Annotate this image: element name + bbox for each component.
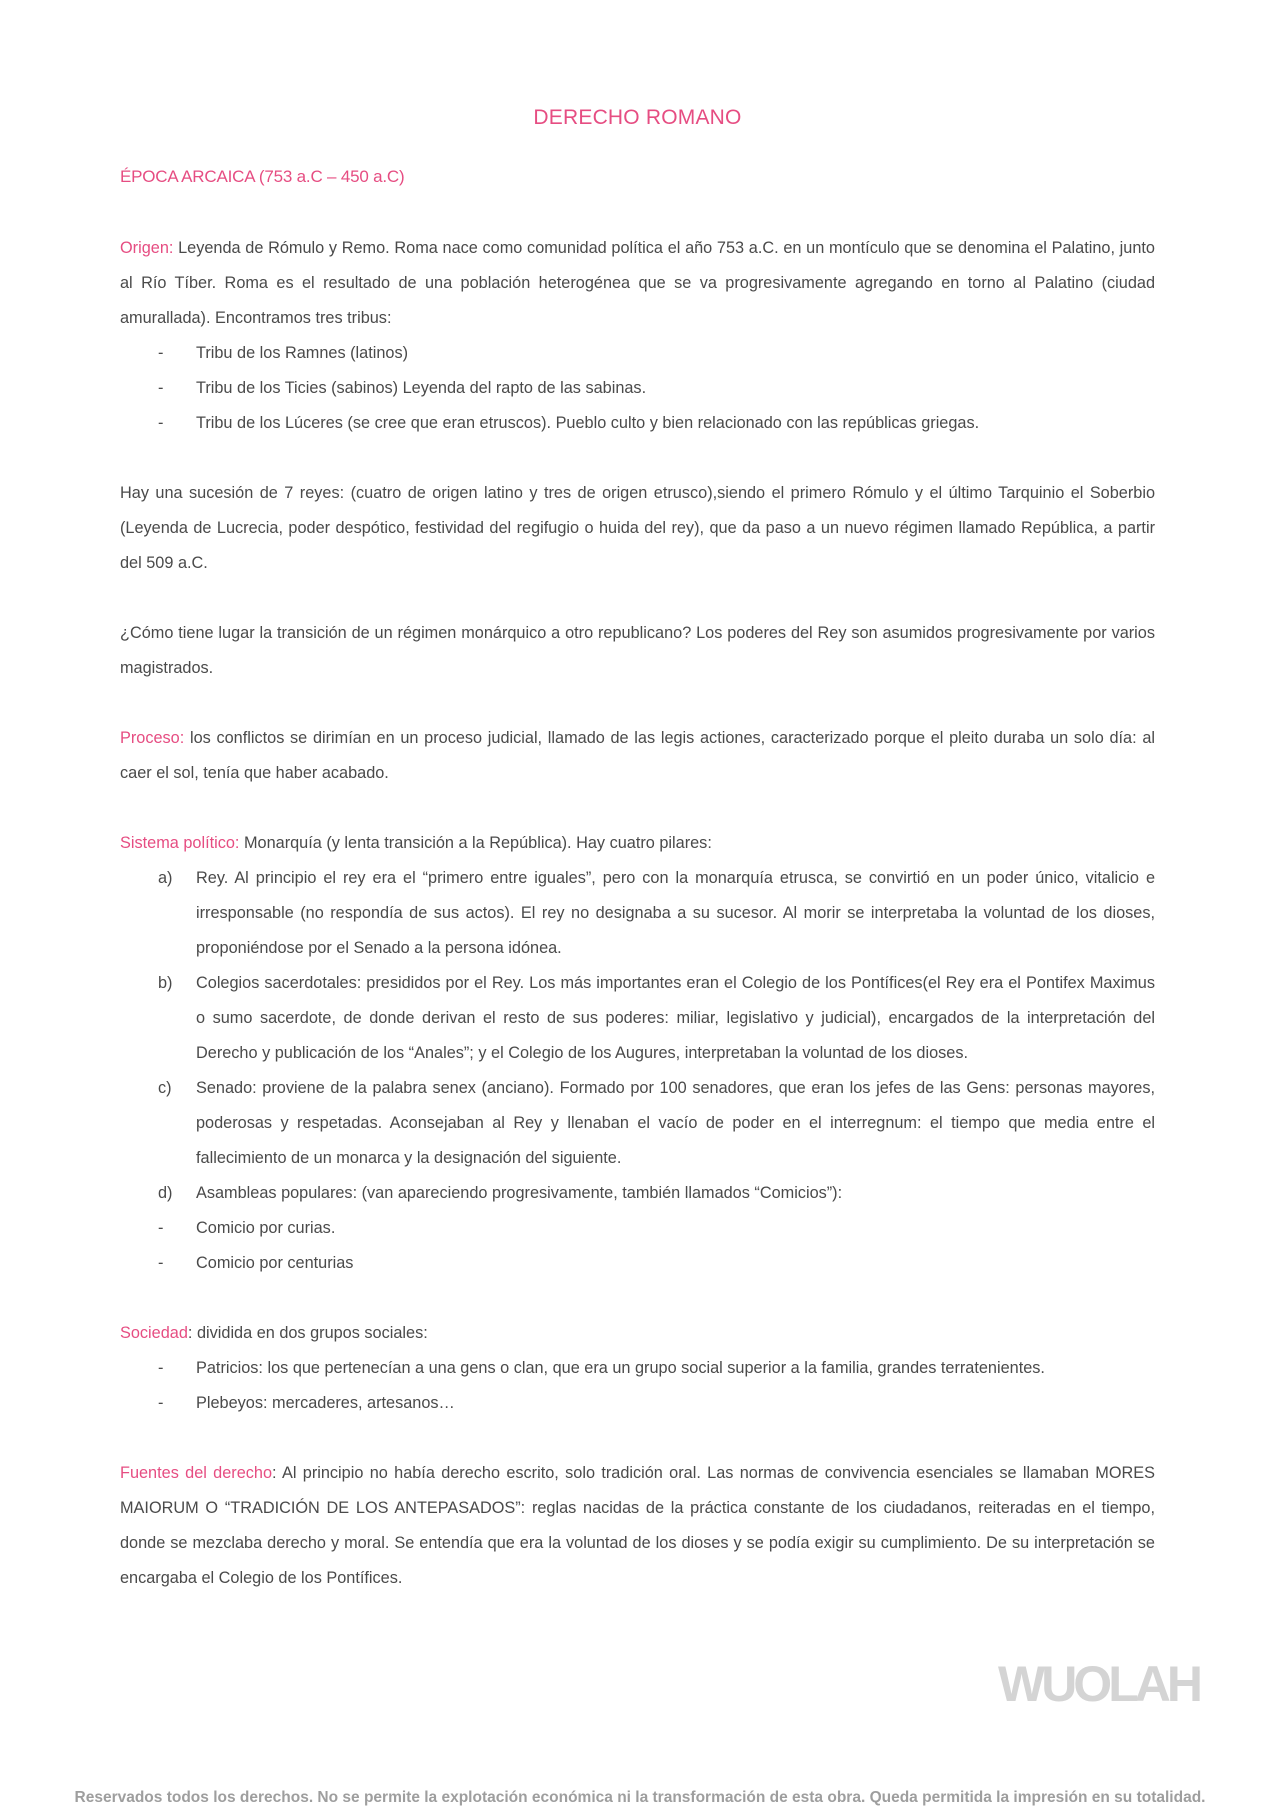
copyright-footer: Reservados todos los derechos. No se permite la explotación económica ni la transformación de esta obra. Queda permitida la impresión en su totalidad. — [74, 1789, 1206, 1806]
document-body — [120, 231, 1155, 1596]
sociedad-paragraph — [120, 1316, 1155, 1351]
list-item-text: Tribu de los Lúceres (se cree que eran etruscos). Pueblo culto y bien relacionado con las repúblicas griegas. — [196, 414, 980, 432]
list-item-text: Senado: proviene de la palabra senex (anciano). Formado por 100 senadores, que eran los jefes de las Gens: personas mayores, poderosas y respetadas. Aconsejaban al Rey y llenaban el vacío de poder en el interregnum: el tiempo que media entre el fallecimiento de un monarca y la designación del siguiente. — [196, 1079, 1155, 1167]
fuentes-label: Fuentes del derecho — [120, 1464, 273, 1482]
proceso-paragraph — [120, 721, 1155, 791]
list-item — [120, 1351, 1155, 1386]
sistema-paragraph — [120, 826, 1155, 861]
list-marker: d) — [158, 1184, 173, 1202]
proceso-text: los conflictos se dirimían en un proceso judicial, llamado de las legis actiones, caracterizado porque el pleito duraba un solo día: al caer el sol, tenía que haber acabado. — [120, 729, 1155, 782]
list-item-text: Patricios: los que pertenecían a una gens o clan, que era un grupo social superior a la familia, grandes terratenientes. — [196, 1359, 1045, 1377]
pillars-list — [120, 861, 1155, 1281]
fuentes-text: : Al principio no había derecho escrito, solo tradición oral. Las normas de convivencia esenciales se llamaban MORES MAIORUM O “TRADICIÓN DE LOS ANTEPASADOS”: reglas nacidas de la práctica constante de los ciudadanos, reiteradas en el tiempo, donde se mezclaba derecho y moral. Se entendía que era la voluntad de los dioses y se podía exigir su cumplimiento. De su interpretación se encargaba el Colegio de los Pontífices. — [120, 1464, 1155, 1587]
list-item — [120, 861, 1155, 966]
list-item — [120, 1176, 1155, 1211]
list-item-text: Tribu de los Ramnes (latinos) — [196, 344, 409, 362]
list-marker: - — [158, 1359, 164, 1377]
fuentes-paragraph — [120, 1456, 1155, 1596]
list-marker: - — [158, 1394, 164, 1412]
origen-label: Origen: — [120, 239, 174, 257]
list-item-text: Plebeyos: mercaderes, artesanos… — [196, 1394, 455, 1412]
list-marker: b) — [158, 974, 173, 992]
groups-list — [120, 1351, 1155, 1421]
list-item — [120, 966, 1155, 1071]
list-item — [120, 406, 1155, 441]
list-marker: - — [158, 344, 164, 362]
list-marker: a) — [158, 869, 173, 887]
document-title: DERECHO ROMANO — [533, 106, 742, 129]
list-item-text: Asambleas populares: (van apareciendo progresivamente, también llamados “Comicios”): — [196, 1184, 843, 1202]
proceso-label: Proceso: — [120, 729, 185, 747]
list-item — [120, 1246, 1155, 1281]
reyes-paragraph: Hay una sucesión de 7 reyes: (cuatro de origen latino y tres de origen etrusco),siendo el primero Rómulo y el último Tarquinio el Soberbio (Leyenda de Lucrecia, poder despótico, festividad del regifugio o huida del rey), que da paso a un nuevo régimen llamado República, a partir del 509 a.C. — [120, 484, 1155, 572]
list-item-text: Comicio por centurias — [196, 1254, 354, 1272]
wuolah-watermark-logo: WUOLAH — [998, 1656, 1199, 1712]
list-item — [120, 336, 1155, 371]
list-item-text: Tribu de los Ticies (sabinos) Leyenda del rapto de las sabinas. — [196, 379, 647, 397]
list-marker: - — [158, 414, 164, 432]
list-marker: - — [158, 379, 164, 397]
section-heading: ÉPOCA ARCAICA (753 a.C – 450 a.C) — [120, 167, 405, 186]
list-item-text: Rey. Al principio el rey era el “primero entre iguales”, pero con la monarquía etrusca, se convirtió en un poder único, vitalicio e irresponsable (no respondía de sus actos). El rey no designaba a su sucesor. Al morir se interpretaba la voluntad de los dioses, proponiéndose por el Senado a la persona idónea. — [196, 869, 1155, 957]
list-item — [120, 371, 1155, 406]
sociedad-text: : dividida en dos grupos sociales: — [187, 1324, 428, 1342]
origen-text: Leyenda de Rómulo y Remo. Roma nace como comunidad política el año 753 a.C. en un montículo que se denomina el Palatino, junto al Río Tíber. Roma es el resultado de una población heterogénea que se va progresivamente agregando en torno al Palatino (ciudad amurallada). Encontramos tres tribus: — [120, 239, 1155, 327]
list-item-text: Comicio por curias. — [196, 1219, 336, 1237]
list-item — [120, 1211, 1155, 1246]
sistema-label: Sistema político: — [120, 834, 240, 852]
tribes-list — [120, 336, 1155, 441]
origen-paragraph — [120, 231, 1155, 336]
transicion-paragraph: ¿Cómo tiene lugar la transición de un régimen monárquico a otro republicano? Los poderes del Rey son asumidos progresivamente por varios magistrados. — [120, 624, 1155, 677]
sociedad-label: Sociedad — [120, 1324, 188, 1342]
list-item — [120, 1071, 1155, 1176]
list-item — [120, 1386, 1155, 1421]
list-marker: - — [158, 1254, 164, 1272]
list-marker: c) — [158, 1079, 172, 1097]
list-marker: - — [158, 1219, 164, 1237]
list-item-text: Colegios sacerdotales: presididos por el Rey. Los más importantes eran el Colegio de los Pontífices(el Rey era el Pontifex Maximus o sumo sacerdote, de donde derivan el resto de sus poderes: miliar, legislativo y judicial), encargados de la interpretación del Derecho y publicación de los “Anales”; y el Colegio de los Augures, interpretaban la voluntad de los dioses. — [196, 974, 1155, 1062]
sistema-text: Monarquía (y lenta transición a la República). Hay cuatro pilares: — [239, 834, 712, 852]
